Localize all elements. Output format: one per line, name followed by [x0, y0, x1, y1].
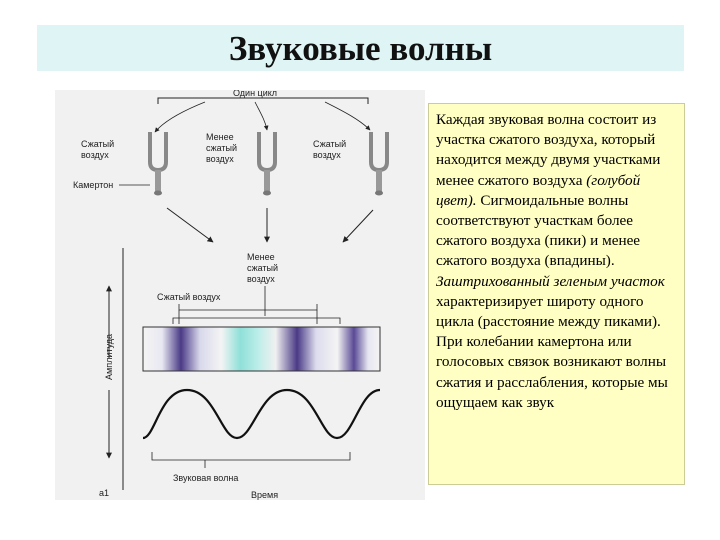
- label-one-cycle: Один цикл: [233, 90, 278, 98]
- slide-title: Звуковые волны: [228, 29, 493, 68]
- label-sound-wave: Звуковая волна: [173, 473, 239, 483]
- label-less-compressed-2: сжатый: [206, 143, 238, 153]
- label-less-compressed-center-3: воздух: [247, 274, 275, 284]
- cycle-bracket: [158, 98, 368, 104]
- sound-wave-curve: [143, 390, 380, 438]
- tuning-fork-icon: [371, 132, 387, 196]
- explanation-textbox: [428, 103, 685, 485]
- title-band: [37, 25, 684, 71]
- arrow: [167, 208, 213, 242]
- sound-wave-figure: [55, 90, 425, 500]
- arrow: [325, 102, 370, 130]
- label-compressed-air-left-2: воздух: [81, 150, 109, 160]
- label-compressed-air-bar: Сжатый воздух: [157, 292, 221, 302]
- label-less-compressed-center-2: сжатый: [247, 263, 279, 273]
- label-less-compressed-3: воздух: [206, 154, 234, 164]
- explanation-italic-2: Заштрихованный зеленым участок: [436, 272, 665, 290]
- explanation-italic-1: (голубой цвет).: [436, 171, 641, 209]
- figure-diagram: [55, 90, 425, 500]
- label-compressed-air-left: Сжатый: [81, 139, 115, 149]
- label-compressed-air-right-2: воздух: [313, 150, 341, 160]
- tuning-fork-icon: [150, 132, 166, 196]
- explanation-text: [429, 104, 684, 413]
- arrow: [343, 210, 373, 242]
- label-amplitude: Амплитуда: [104, 333, 114, 380]
- compressed-bracket: [179, 304, 317, 310]
- tuning-fork-icon: [259, 132, 275, 196]
- explanation-part-3: характеризирует широту одного цикла (расстояние между пиками). При колебании камертона или голосовых связок возникают волны сжатия и расслабления, которые мы ощущаем как звук: [436, 292, 668, 411]
- arrow: [155, 102, 205, 132]
- label-tuning-fork: Камертон: [73, 180, 114, 190]
- explanation-part-2: Сигмоидальные волны соответствуют участкам более сжатого воздуха (пики) и менее сжатого воздуха (впадины).: [436, 191, 641, 270]
- label-compressed-air-right: Сжатый: [313, 139, 347, 149]
- compression-band: [143, 327, 380, 371]
- label-less-compressed: Менее: [206, 132, 234, 142]
- explanation-part-1: Каждая звуковая волна состоит из участка сжатого воздуха, который находится между двумя участками менее сжатого воздуха: [436, 111, 661, 189]
- label-figure-number: а1: [99, 488, 110, 498]
- cycle-bracket-inner: [173, 318, 340, 324]
- sound-wave-bracket: [152, 452, 350, 460]
- label-time: Время: [251, 490, 279, 500]
- label-less-compressed-center: Менее: [247, 252, 275, 262]
- arrow: [255, 102, 267, 130]
